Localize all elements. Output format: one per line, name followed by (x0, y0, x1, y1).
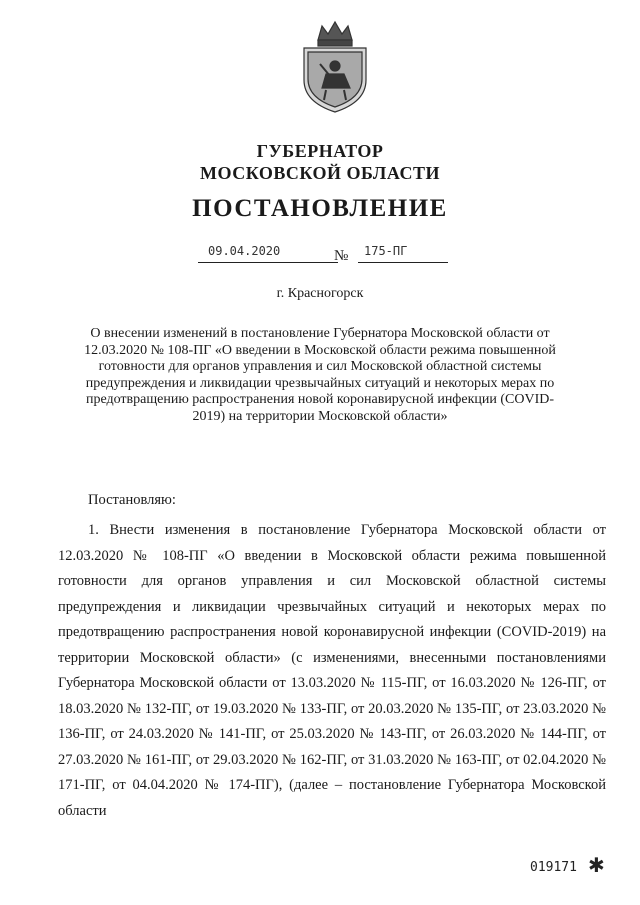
document-number: 175-ПГ (364, 244, 408, 258)
serial-number: 019171 (530, 860, 577, 875)
document-type-heading: ПОСТАНОВЛЕНИЕ (192, 195, 448, 222)
city-label: г. Красногорск (276, 286, 364, 301)
document-date: 09.04.2020 (208, 244, 281, 258)
star-icon: ✱ (588, 855, 605, 877)
authority-title-line1: ГУБЕРНАТОР (256, 141, 384, 161)
number-underline (358, 262, 448, 263)
body-paragraph-1: 1. Внести изменения в постановление Губернатора Московской области от 12.03.2020 № 108-ПГ «О введении в Московской области режима повышенной готовности для органов управления и сил Московской областной системы предупреждения и ликвидации чрезвычайных ситуаций и некоторых мерах по предотвращению распространения новой коронавирусной инфекции (COVID-2019) на территории Московской области» (с изменениями, внесенными постановлениями Губернатора Московской области от 13.03.2020 № 115-ПГ, от 16.03.2020 № 126-ПГ, от 18.03.2020 № 132-ПГ, от 19.03.2020 № 133-ПГ, от 20.03.2020 № 135-ПГ, от 23.03.2020 № 136-ПГ, от 24.03.2020 № 141-ПГ, от 25.03.2020 № 143-ПГ, от 26.03.2020 № 144-ПГ, от 27.03.2020 № 161-ПГ, от 29.03.2020 № 162-ПГ, от 31.03.2020 № 163-ПГ, от 02.04.2020 № 171-ПГ, от 04.04.2020 № 174-ПГ), (далее – постановление Губернатора Московской области (58, 522, 606, 819)
number-sign: № (334, 248, 349, 264)
coat-of-arms-icon (296, 18, 374, 116)
authority-title-line2: МОСКОВСКОЙ ОБЛАСТИ (200, 163, 440, 183)
registration-line (198, 244, 448, 268)
date-underline (198, 262, 338, 263)
document-subject: О внесении изменений в постановление Губернатора Московской области от 12.03.2020 № 108-ПГ «О введении в Московской области режима повышенной готовности для органов управления и сил Московской областной системы предупреждения и ликвидации чрезвычайных ситуаций и некоторых мерах по предотвращению распространения новой коронавирусной инфекции (COVID-2019) на территории Московской области» (84, 326, 556, 424)
resolve-label: Постановляю: (88, 492, 176, 508)
